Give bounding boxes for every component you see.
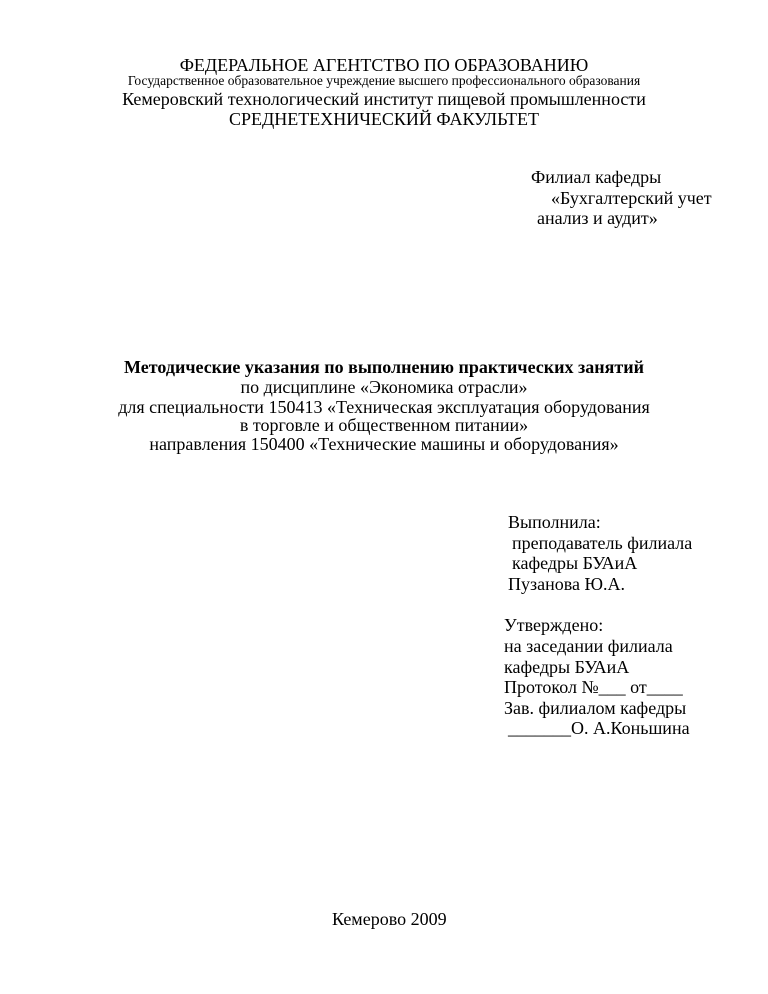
approval-department: кафедры БУАиА xyxy=(504,657,630,677)
direction-line: направления 150400 «Технические машины и оборудования» xyxy=(149,434,619,454)
institute-name: Кемеровский технологический институт пищевой промышленности xyxy=(122,89,646,109)
specialty-line: для специальности 150413 «Техническая эксплуатация оборудования xyxy=(118,397,650,417)
approval-label: Утверждено: xyxy=(504,615,604,635)
author-label: Выполнила: xyxy=(508,512,601,532)
department-line-3: анализ и аудит» xyxy=(537,208,658,228)
institution-type: Государственное образовательное учреждение высшего профессионального образования xyxy=(127,73,641,88)
discipline-line: по дисциплине «Экономика отрасли» xyxy=(240,377,528,397)
approval-signature: _______О. А.Коньшина xyxy=(508,718,690,738)
department-line-2: «Бухгалтерский учет xyxy=(551,188,712,208)
author-name: Пузанова Ю.А. xyxy=(508,574,625,594)
specialty-line-cont: в торговле и общественном питании» xyxy=(239,415,529,435)
faculty-name: СРЕДНЕТЕХНИЧЕСКИЙ ФАКУЛЬТЕТ xyxy=(228,109,540,129)
approval-meeting: на заседании филиала xyxy=(504,636,673,656)
document-title: Методические указания по выполнению практических занятий xyxy=(124,357,644,377)
approval-protocol: Протокол №___ от____ xyxy=(504,677,683,697)
author-position-1: преподаватель филиала xyxy=(512,533,693,553)
city-year: Кемерово 2009 xyxy=(332,909,447,929)
approval-head: Зав. филиалом кафедры xyxy=(504,698,687,718)
department-line-1: Филиал кафедры xyxy=(531,167,662,187)
agency-heading: ФЕДЕРАЛЬНОЕ АГЕНТСТВО ПО ОБРАЗОВАНИЮ xyxy=(179,55,589,75)
author-position-2: кафедры БУАиА xyxy=(512,553,638,573)
